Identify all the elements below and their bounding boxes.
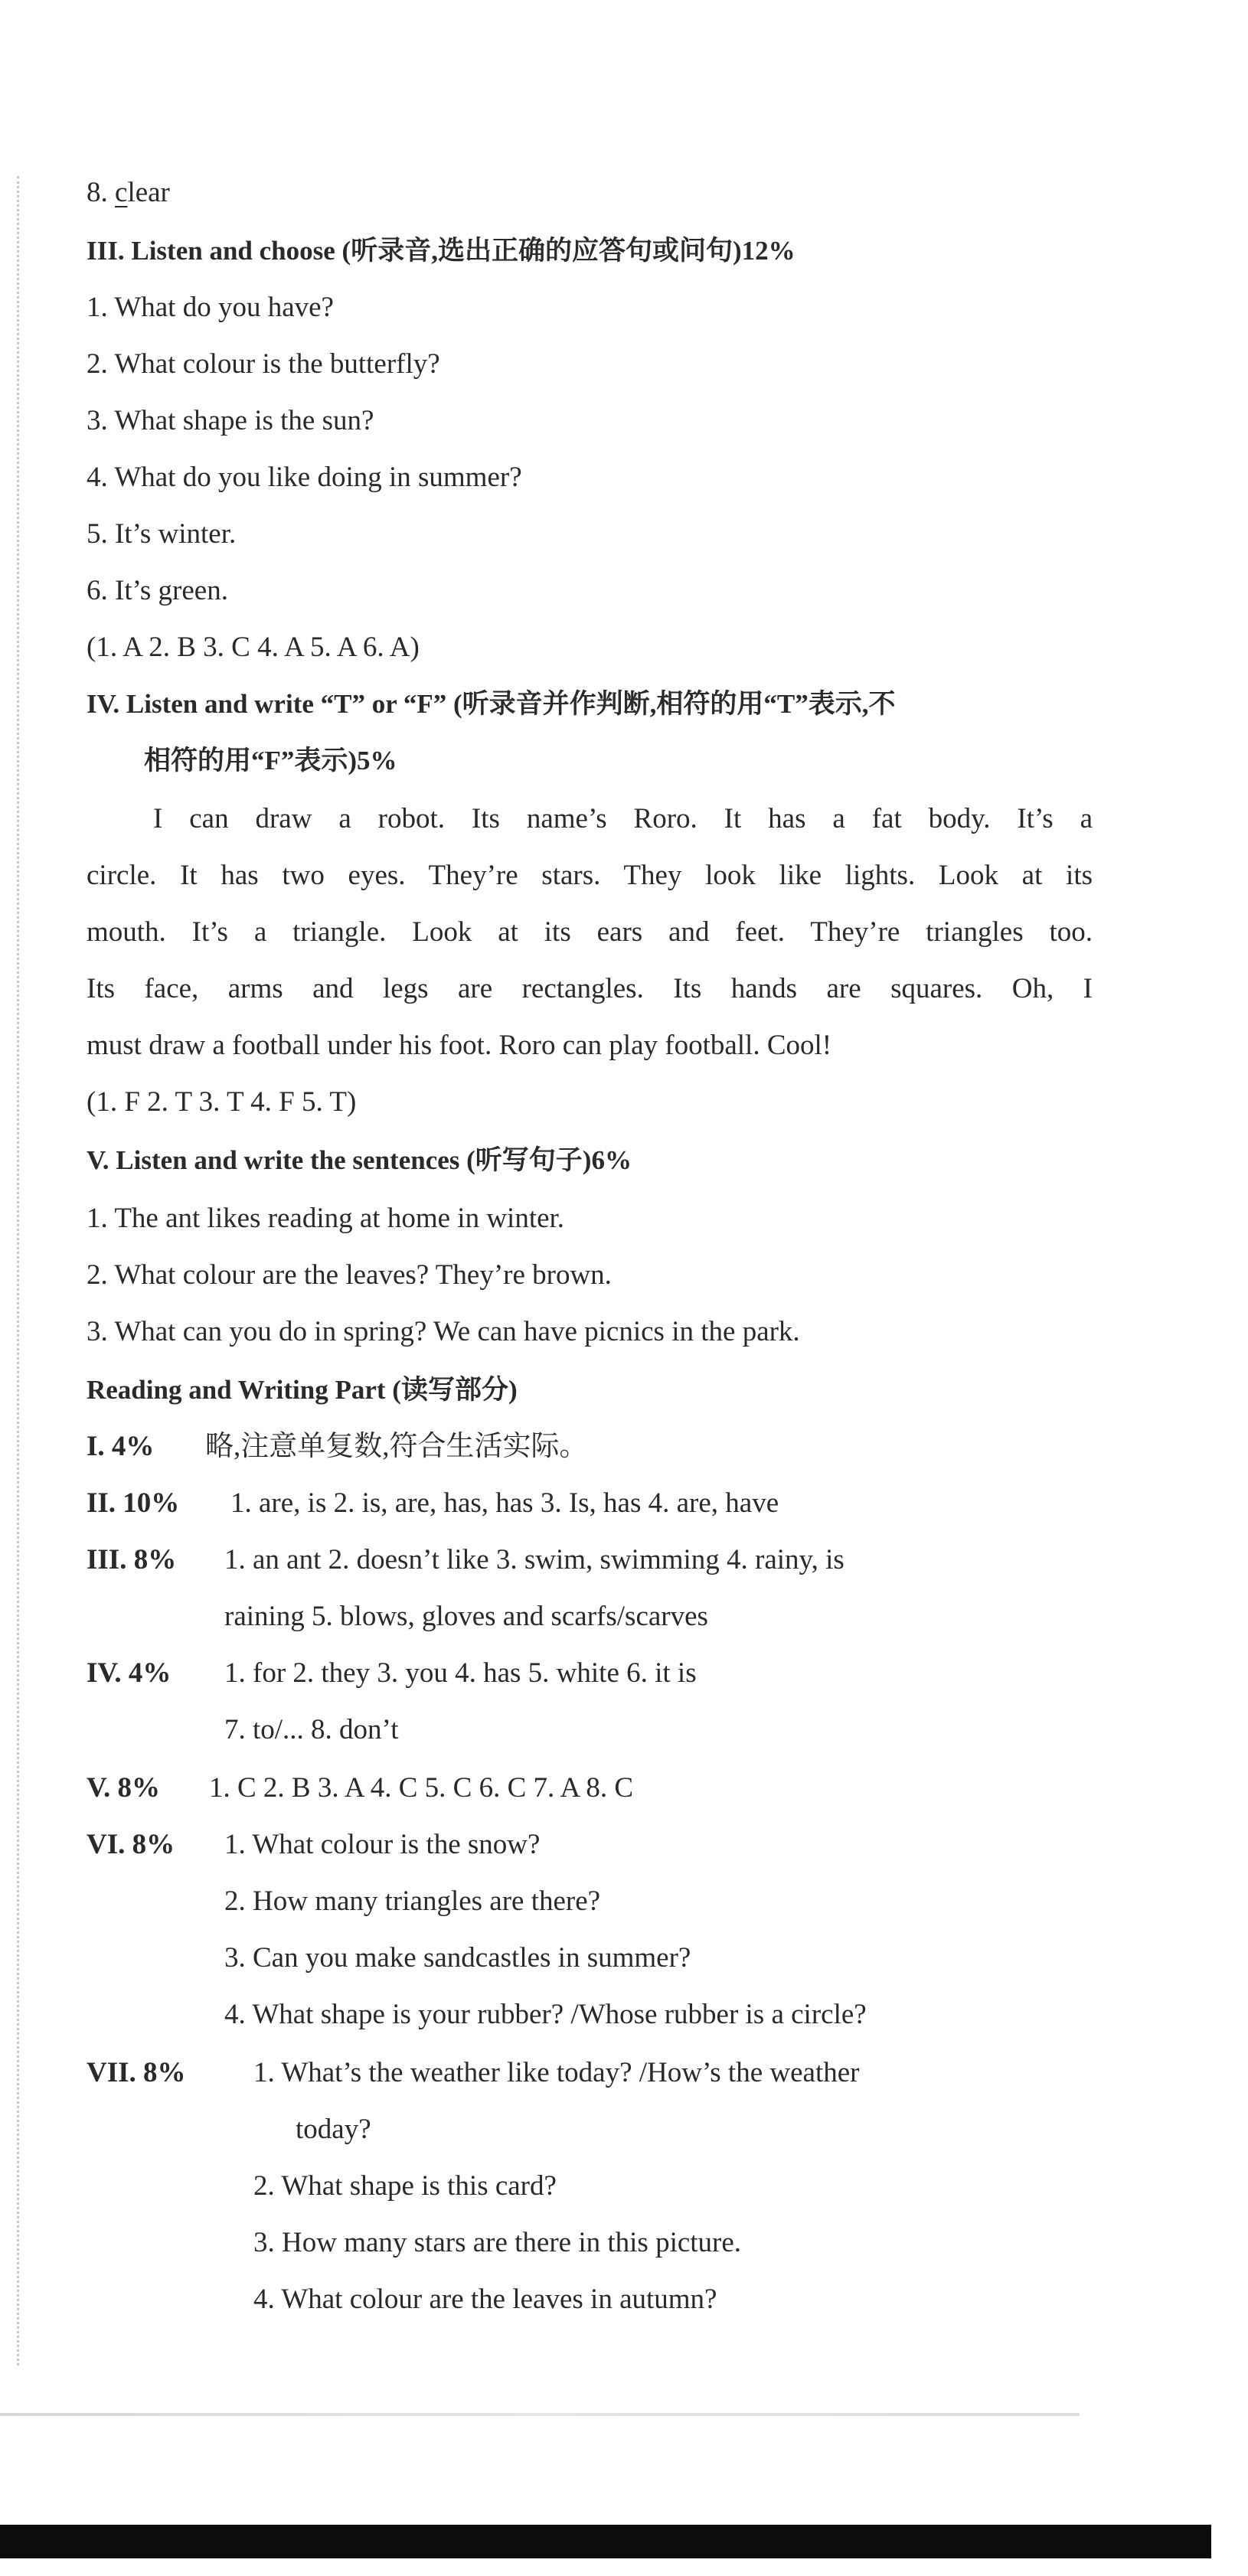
answer-line: (1. A 2. B 3. C 4. A 5. A 6. A) [87, 632, 420, 663]
answer-row: II. 10% 1. are, is 2. is, are, has, has 3. Is, has 4. are, have [87, 1485, 779, 1522]
bottom-dark-bar [0, 2525, 1211, 2558]
answer-label: II. 10% [87, 1487, 180, 1519]
answer-label: III. 8% [87, 1544, 177, 1575]
answer-line: (1. F 2. T 3. T 4. F 5. T) [87, 1086, 357, 1118]
text-line: 5. It’s winter. [87, 518, 237, 550]
section-heading-true-false: IV. Listen and write “T” or “F” (听录音并作判断,相符的用“T”表示,不 [87, 689, 896, 719]
answer-label: VII. 8% [87, 2057, 186, 2088]
answer-row: III. 8% 1. an ant 2. doesn’t like 3. swim, swimming 4. rainy, is [87, 1542, 845, 1579]
answer-continued: raining 5. blows, gloves and scarfs/scarves [224, 1601, 708, 1632]
text-line: 2. What colour is the butterfly? [87, 348, 440, 380]
answer-row: VI. 8% 1. What colour is the snow? [87, 1827, 540, 1863]
section-heading-continued: 相符的用“F”表示)5% [144, 746, 397, 775]
answer-continued: 2. How many triangles are there? [224, 1885, 601, 1917]
part-heading-reading-writing: Reading and Writing Part (读写部分) [87, 1375, 518, 1405]
answer-continued: 3. Can you make sandcastles in summer? [224, 1942, 691, 1974]
answer-row: IV. 4% 1. for 2. they 3. you 4. has 5. white 6. it is [87, 1655, 697, 1692]
answer-label: VI. 8% [87, 1829, 175, 1860]
answer-label: I. 4% [87, 1431, 155, 1462]
answer-label: V. 8% [87, 1772, 160, 1804]
passage-line: I can draw a robot. Its name’s Roro. It has a fat body. It’s a [153, 803, 1093, 834]
answer-continued: today? [296, 2114, 371, 2145]
text-line: 3. What shape is the sun? [87, 405, 374, 436]
section-heading-dictation: V. Listen and write the sentences (听写句子)6% [87, 1145, 632, 1175]
answer-label: IV. 4% [87, 1657, 172, 1689]
answer-continued: 4. What colour are the leaves in autumn? [253, 2284, 717, 2315]
answer-row: VII. 8% 1. What’s the weather like today? /How’s the weather [87, 2055, 859, 2091]
answer-continued: 2. What shape is this card? [253, 2170, 557, 2202]
text-line: 4. What do you like doing in summer? [87, 462, 522, 493]
answer-continued: 3. How many stars are there in this picture. [253, 2227, 742, 2258]
bottom-scan-line [0, 2413, 1080, 2416]
text-line: 3. What can you do in spring? We can have picnics in the park. [87, 1316, 800, 1347]
underlined-letter: c [115, 177, 128, 208]
passage-line: must draw a football under his foot. Roro can play football. Cool! [87, 1030, 832, 1061]
text-line: 1. The ant likes reading at home in winter. [87, 1203, 565, 1234]
text-line: 2. What colour are the leaves? They’re brown. [87, 1259, 612, 1291]
passage-line: circle. It has two eyes. They’re stars. They look like lights. Look at its [87, 860, 1093, 891]
answer-continued: 7. to/... 8. don’t [224, 1714, 399, 1745]
answer-row: I. 4% 略,注意单复数,符合生活实际。 [87, 1428, 588, 1465]
binding-margin-line [17, 176, 19, 2365]
answer-line-8: 8. clear [87, 177, 170, 208]
section-heading-listen-choose: III. Listen and choose (听录音,选出正确的应答句或问句)12% [87, 236, 796, 266]
text-line: 1. What do you have? [87, 292, 334, 323]
answer-row: V. 8% 1. C 2. B 3. A 4. C 5. C 6. C 7. A 8. C [87, 1770, 633, 1807]
text-line: 6. It’s green. [87, 575, 228, 606]
passage-line: Its face, arms and legs are rectangles. Its hands are squares. Oh, I [87, 973, 1093, 1004]
answer-continued: 4. What shape is your rubber? /Whose rubber is a circle? [224, 1999, 867, 2030]
passage-line: mouth. It’s a triangle. Look at its ears and feet. They’re triangles too. [87, 916, 1093, 948]
